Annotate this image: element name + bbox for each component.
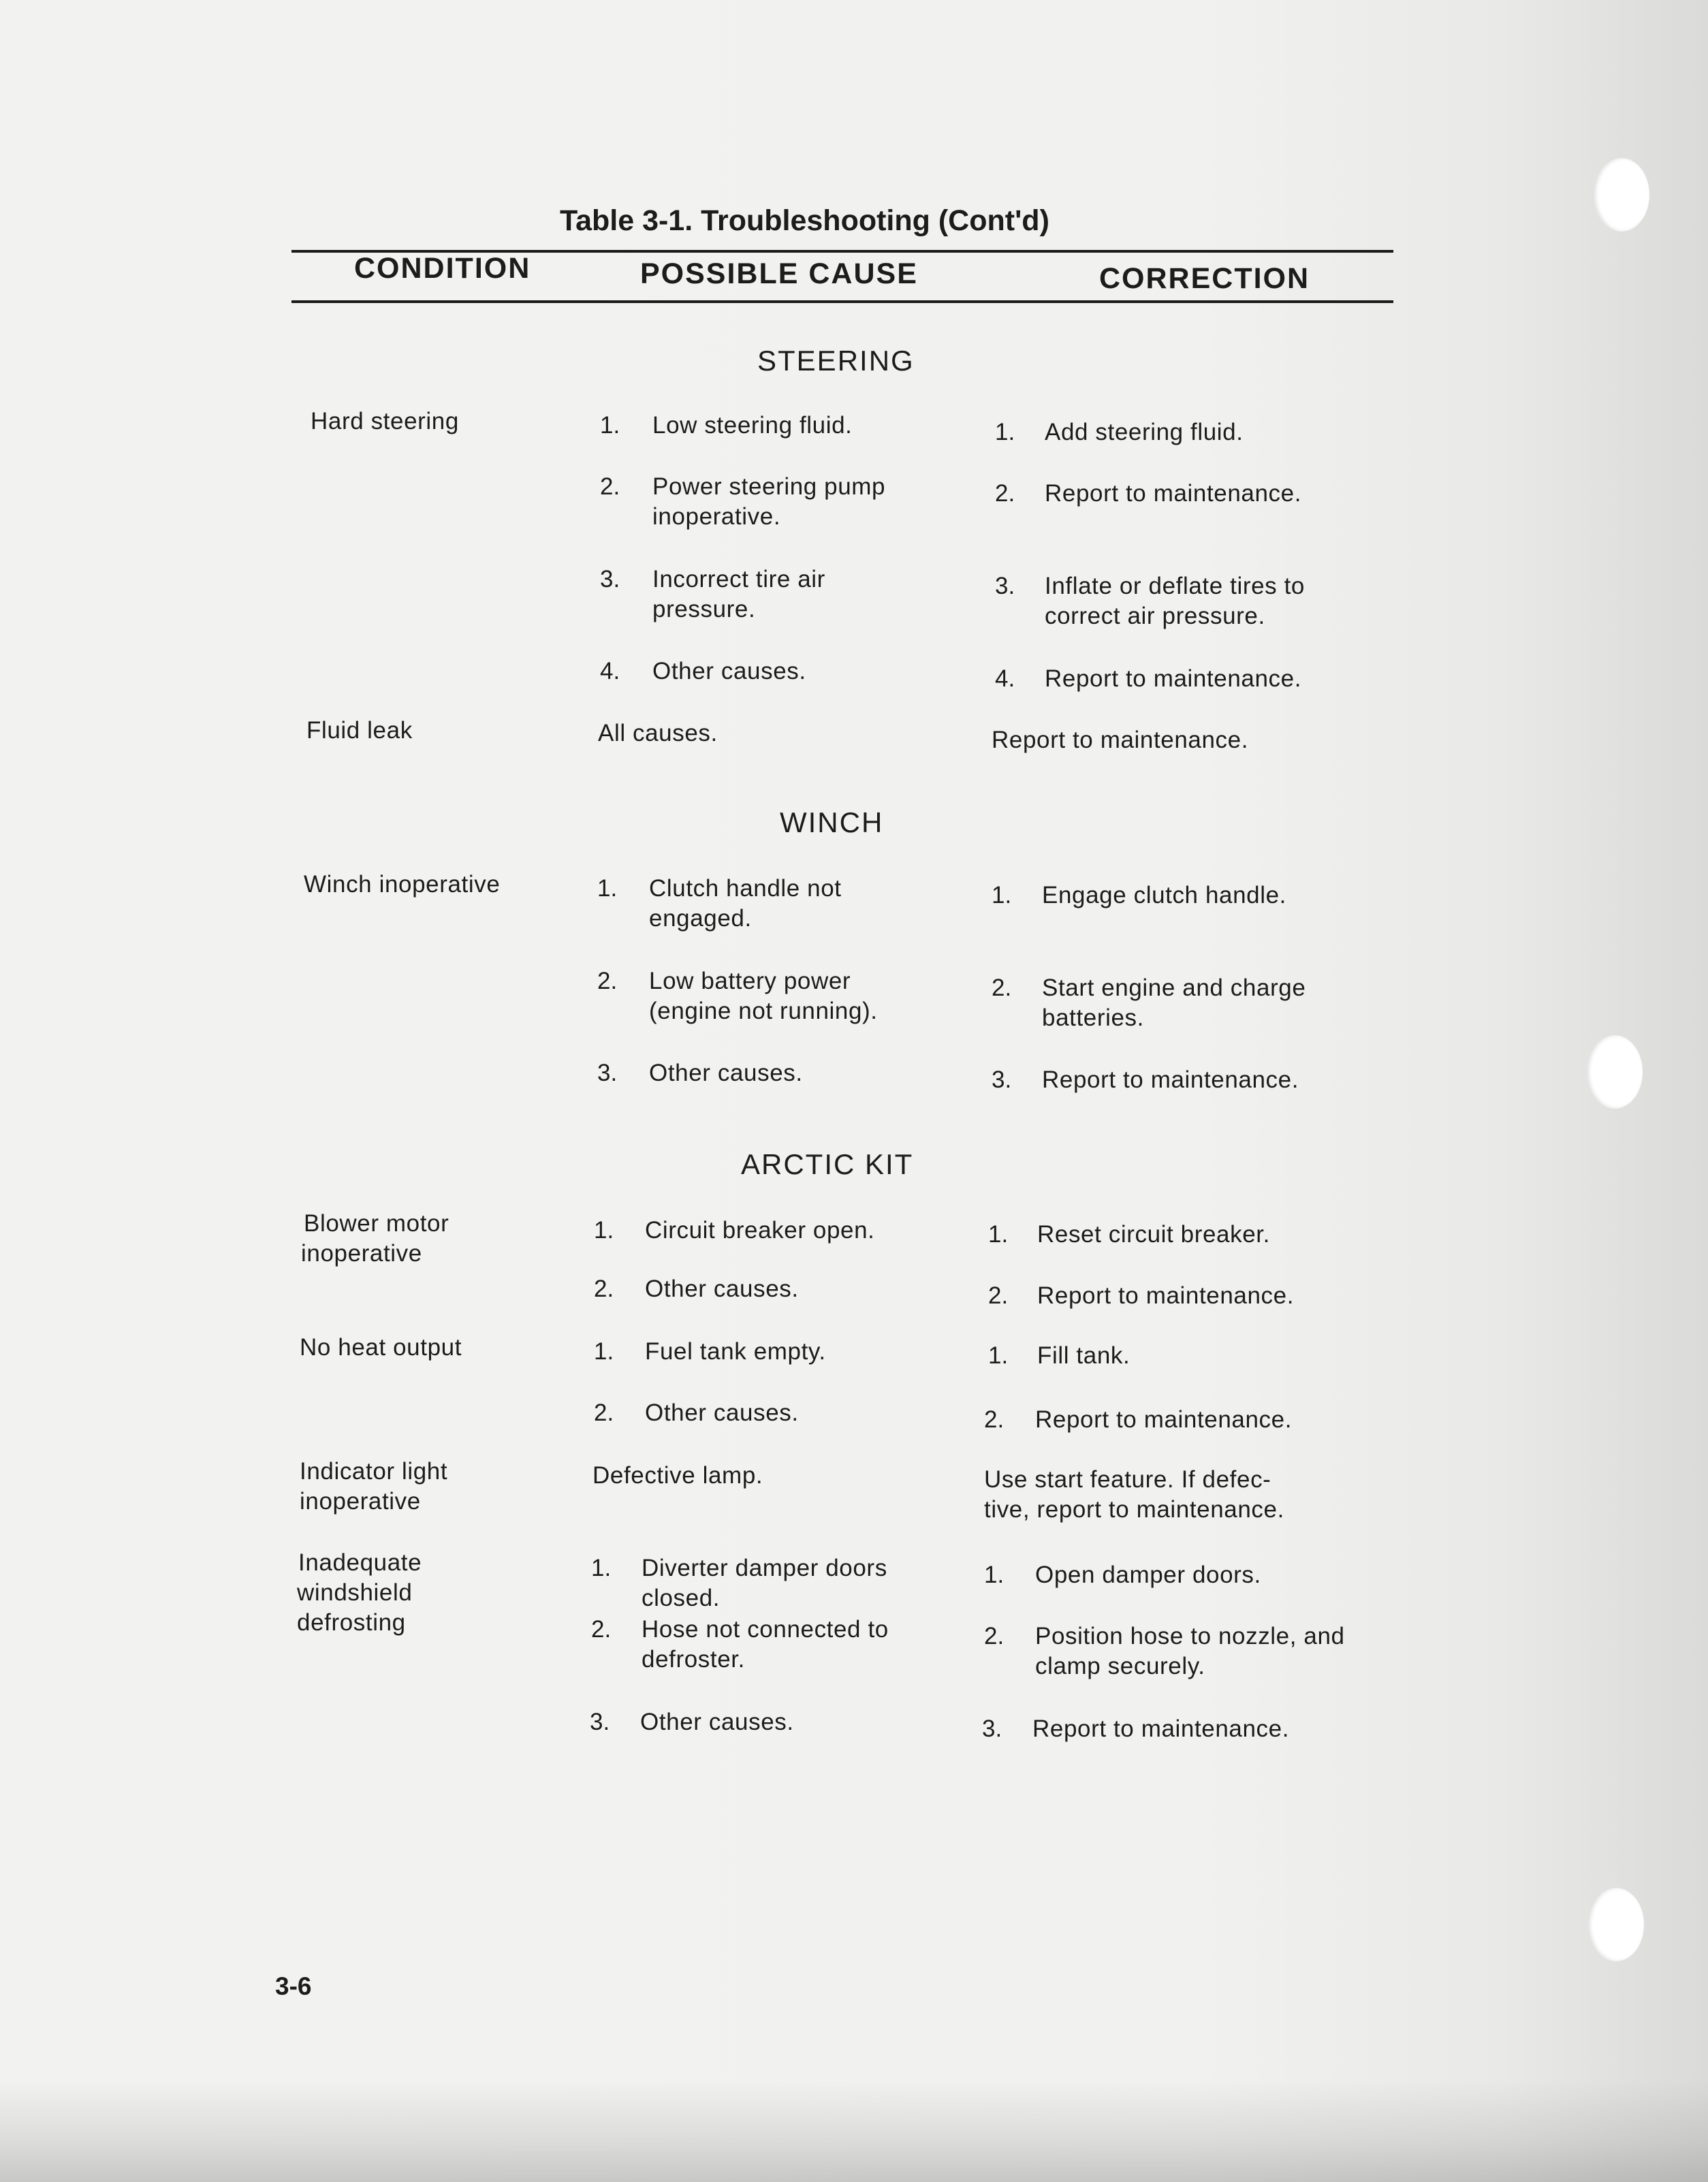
correction-number: 3. xyxy=(982,1715,1002,1742)
section-heading-steering: STEERING xyxy=(757,345,915,377)
condition-indicator-light: inoperative xyxy=(300,1488,421,1515)
correction-text: Report to maintenance. xyxy=(1042,1066,1299,1093)
correction-number: 1. xyxy=(988,1342,1009,1369)
cause-number: 1. xyxy=(594,1338,614,1365)
correction-text: Report to maintenance. xyxy=(1037,1282,1295,1309)
condition-defrosting: defrosting xyxy=(297,1609,406,1636)
cause-number: 2. xyxy=(594,1400,614,1426)
section-heading-arctic-kit: ARCTIC KIT xyxy=(741,1148,914,1180)
cause-text: All causes. xyxy=(598,720,718,746)
cause-text: Other causes. xyxy=(640,1709,794,1735)
cause-text: closed. xyxy=(642,1585,721,1611)
cause-text: defroster. xyxy=(642,1646,745,1673)
correction-number: 2. xyxy=(992,975,1012,1001)
cause-text: Defective lamp. xyxy=(592,1462,763,1489)
condition-hard-steering: Hard steering xyxy=(311,408,459,434)
punch-hole xyxy=(1587,1035,1643,1109)
correction-text: Engage clutch handle. xyxy=(1042,882,1286,908)
column-header-condition: CONDITION xyxy=(354,252,531,285)
punch-hole xyxy=(1594,158,1649,232)
cause-text: Other causes. xyxy=(645,1276,799,1302)
table-title: Table 3-1. Troubleshooting (Cont'd) xyxy=(560,204,1049,237)
cause-text: Incorrect tire air xyxy=(652,566,825,592)
condition-winch-inoperative: Winch inoperative xyxy=(304,871,501,898)
correction-number: 3. xyxy=(992,1066,1012,1093)
punch-hole xyxy=(1588,1888,1644,1961)
cause-number: 1. xyxy=(594,1217,614,1244)
correction-text: Add steering fluid. xyxy=(1045,419,1244,445)
correction-text: clamp securely. xyxy=(1035,1653,1205,1679)
condition-no-heat-output: No heat output xyxy=(300,1334,462,1361)
scan-shadow xyxy=(0,2080,1708,2182)
cause-text: inoperative. xyxy=(652,503,781,530)
correction-text: Report to maintenance. xyxy=(992,727,1249,753)
correction-number: 2. xyxy=(984,1623,1005,1649)
cause-number: 1. xyxy=(591,1555,612,1581)
cause-text: Diverter damper doors xyxy=(642,1555,887,1581)
cause-text: Clutch handle not xyxy=(649,875,842,902)
correction-text: Fill tank. xyxy=(1037,1342,1130,1369)
correction-text: Reset circuit breaker. xyxy=(1037,1221,1270,1248)
cause-number: 1. xyxy=(600,412,620,439)
cause-text: Circuit breaker open. xyxy=(645,1217,875,1244)
correction-text: tive, report to maintenance. xyxy=(984,1496,1284,1523)
correction-text: correct air pressure. xyxy=(1045,603,1265,629)
correction-text: Open damper doors. xyxy=(1035,1562,1261,1588)
cause-text: Other causes. xyxy=(645,1400,799,1426)
correction-number: 1. xyxy=(992,882,1012,908)
section-heading-winch: WINCH xyxy=(780,806,884,838)
correction-number: 2. xyxy=(984,1406,1005,1433)
cause-text: pressure. xyxy=(652,596,756,622)
correction-number: 1. xyxy=(988,1221,1009,1248)
cause-text: engaged. xyxy=(649,905,752,932)
correction-text: Start engine and charge xyxy=(1042,975,1306,1001)
correction-number: 3. xyxy=(995,573,1015,599)
column-header-correction: CORRECTION xyxy=(1099,262,1310,295)
correction-text: Inflate or deflate tires to xyxy=(1045,573,1305,599)
cause-number: 1. xyxy=(597,875,618,902)
correction-number: 1. xyxy=(984,1562,1005,1588)
correction-text: Report to maintenance. xyxy=(1035,1406,1293,1433)
condition-defrosting: Inadequate xyxy=(298,1549,422,1576)
cause-text: Fuel tank empty. xyxy=(645,1338,826,1365)
cause-number: 3. xyxy=(590,1709,610,1735)
condition-blower-motor: inoperative xyxy=(301,1240,422,1267)
condition-fluid-leak: Fluid leak xyxy=(306,717,413,744)
cause-number: 4. xyxy=(600,658,620,684)
cause-number: 2. xyxy=(600,473,620,500)
cause-number: 2. xyxy=(597,968,618,994)
cause-text: Other causes. xyxy=(649,1060,803,1086)
correction-text: Report to maintenance. xyxy=(1045,480,1302,507)
correction-number: 2. xyxy=(988,1282,1009,1309)
cause-number: 2. xyxy=(594,1276,614,1302)
correction-number: 1. xyxy=(995,419,1015,445)
column-header-cause: POSSIBLE CAUSE xyxy=(640,257,918,290)
condition-defrosting: windshield xyxy=(297,1579,413,1606)
cause-text: Hose not connected to xyxy=(642,1616,889,1643)
correction-number: 2. xyxy=(995,480,1015,507)
correction-text: batteries. xyxy=(1042,1005,1144,1031)
header-rule-bottom xyxy=(291,300,1393,303)
cause-text: Power steering pump xyxy=(652,473,886,500)
cause-number: 3. xyxy=(600,566,620,592)
cause-text: Low battery power xyxy=(649,968,851,994)
correction-text: Use start feature. If defec- xyxy=(984,1466,1271,1493)
cause-number: 2. xyxy=(591,1616,612,1643)
correction-number: 4. xyxy=(995,665,1015,692)
correction-text: Report to maintenance. xyxy=(1045,665,1302,692)
cause-number: 3. xyxy=(597,1060,618,1086)
cause-text: (engine not running). xyxy=(649,998,878,1024)
page-number: 3-6 xyxy=(275,1972,312,2000)
cause-text: Other causes. xyxy=(652,658,806,684)
condition-blower-motor: Blower motor xyxy=(304,1210,449,1237)
condition-indicator-light: Indicator light xyxy=(300,1458,448,1485)
correction-text: Position hose to nozzle, and xyxy=(1035,1623,1345,1649)
cause-text: Low steering fluid. xyxy=(652,412,853,439)
correction-text: Report to maintenance. xyxy=(1032,1715,1290,1742)
